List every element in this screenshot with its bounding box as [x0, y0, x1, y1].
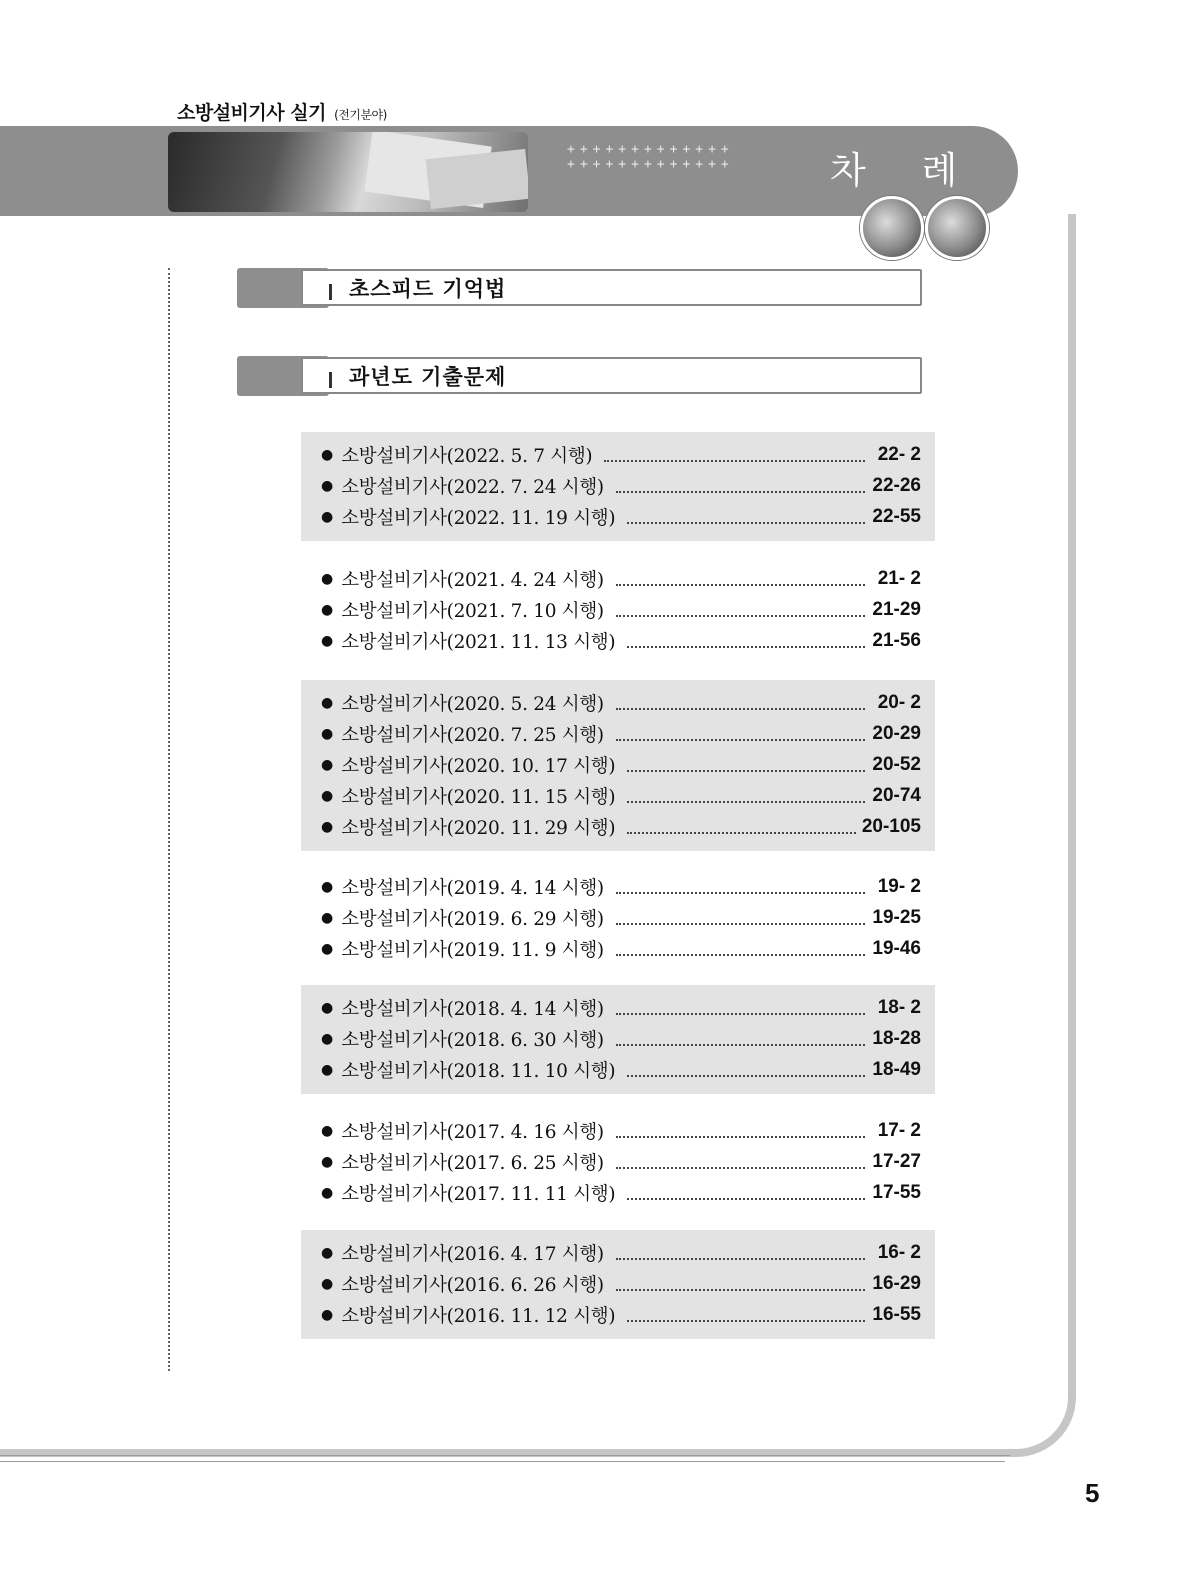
toc-entry-page: 17- 2: [877, 1120, 921, 1141]
toc-entry-label: 소방설비기사(2021. 4. 24 시행): [341, 570, 604, 591]
toc-entry-page: 16-55: [872, 1304, 921, 1325]
margin-dotted-line: [168, 268, 170, 1371]
banner-pattern-top: +++++++++++++: [567, 142, 734, 157]
banner-photo: [168, 132, 528, 212]
bullet-icon: ●: [321, 879, 334, 895]
toc-entry[interactable]: [321, 903, 921, 933]
leader-dots: [616, 696, 865, 710]
toc-entry-page: 20-74: [872, 785, 921, 806]
toc-entry-page: 22-26: [872, 475, 921, 496]
leader-dots: [627, 789, 865, 803]
bullet-icon: ●: [321, 1000, 334, 1016]
toc-entry-page: 17-27: [872, 1151, 921, 1172]
book-title-sub: (전기분야): [334, 108, 387, 122]
toc-entry-page: 22- 2: [877, 444, 921, 465]
bullet-icon: ●: [321, 941, 334, 957]
toc-entry[interactable]: [321, 719, 921, 749]
leader-dots: [616, 911, 865, 925]
toc-entry-label: 소방설비기사(2018. 6. 30 시행): [341, 1030, 604, 1051]
toc-entry[interactable]: [321, 1300, 921, 1330]
toc-group: [301, 432, 935, 541]
leader-dots: [616, 1001, 865, 1015]
bullet-icon: ●: [321, 1154, 334, 1170]
toc-entry-label: 소방설비기사(2020. 7. 25 시행): [341, 725, 604, 746]
leader-dots: [616, 727, 865, 741]
toc-group: [301, 1108, 935, 1217]
toc-entry-page: 18- 2: [877, 997, 921, 1018]
toc-entry-label: 소방설비기사(2016. 6. 26 시행): [341, 1275, 604, 1296]
bullet-icon: ●: [321, 1276, 334, 1292]
toc-entry-label: 소방설비기사(2020. 11. 15 시행): [341, 787, 616, 808]
leader-dots: [616, 942, 865, 956]
section-marker: [329, 372, 332, 388]
toc-entry-page: 20- 2: [877, 692, 921, 713]
toc-entry[interactable]: [321, 1116, 921, 1146]
toc-entry[interactable]: [321, 781, 921, 811]
leader-dots: [616, 1032, 865, 1046]
leader-dots: [616, 1124, 865, 1138]
leader-dots: [627, 820, 856, 834]
banner-pattern-bottom: +++++++++++++: [567, 157, 734, 172]
toc-entry-label: 소방설비기사(2019. 11. 9 시행): [341, 940, 604, 961]
toc-entry[interactable]: [321, 471, 921, 501]
bullet-icon: ●: [321, 571, 334, 587]
leader-dots: [604, 448, 865, 462]
toc-entry-label: 소방설비기사(2018. 4. 14 시행): [341, 999, 604, 1020]
bullet-icon: ●: [321, 726, 334, 742]
leader-dots: [627, 1308, 865, 1322]
bullet-icon: ●: [321, 1185, 334, 1201]
leader-dots: [627, 758, 865, 772]
toc-entry-label: 소방설비기사(2021. 7. 10 시행): [341, 601, 604, 622]
toc-entry[interactable]: [321, 688, 921, 718]
bullet-icon: ●: [321, 757, 334, 773]
toc-entry-label: 소방설비기사(2020. 5. 24 시행): [341, 694, 604, 715]
toc-entry[interactable]: [321, 750, 921, 780]
toc-entry[interactable]: [321, 993, 921, 1023]
leader-dots: [627, 510, 865, 524]
leader-dots: [616, 603, 865, 617]
toc-entry-label: 소방설비기사(2017. 11. 11 시행): [341, 1184, 616, 1205]
toc-entry[interactable]: [321, 872, 921, 902]
frame-rule-1: [0, 1455, 1010, 1456]
leader-dots: [627, 1186, 865, 1200]
bullet-icon: ●: [321, 819, 334, 835]
section-label: 초스피드 기억법: [349, 277, 507, 301]
bullet-icon: ●: [321, 447, 334, 463]
bullet-icon: ●: [321, 602, 334, 618]
toc-entry[interactable]: [321, 1238, 921, 1268]
toc-entry-page: 19-46: [872, 938, 921, 959]
toc-entry-page: 21-29: [872, 599, 921, 620]
bullet-icon: ●: [321, 1307, 334, 1323]
toc-entry-page: 19-25: [872, 907, 921, 928]
toc-entry[interactable]: [321, 812, 921, 842]
leader-dots: [627, 634, 865, 648]
toc-entry[interactable]: [321, 502, 921, 532]
frame-rule-2: [0, 1461, 1005, 1462]
leader-dots: [627, 1063, 865, 1077]
toc-entry-page: 22-55: [872, 506, 921, 527]
toc-entry-page: 18-49: [872, 1059, 921, 1080]
toc-entry[interactable]: [321, 595, 921, 625]
toc-entry-label: 소방설비기사(2022. 7. 24 시행): [341, 477, 604, 498]
toc-entry-page: 20-29: [872, 723, 921, 744]
leader-dots: [616, 479, 865, 493]
toc-entry-label: 소방설비기사(2020. 10. 17 시행): [341, 756, 616, 777]
toc-entry-label: 소방설비기사(2021. 11. 13 시행): [341, 632, 616, 653]
toc-entry-label: 소방설비기사(2020. 11. 29 시행): [341, 818, 616, 839]
bullet-icon: ●: [321, 1123, 334, 1139]
bullet-icon: ●: [321, 910, 334, 926]
toc-entry[interactable]: [321, 934, 921, 964]
toc-entry-label: 소방설비기사(2019. 4. 14 시행): [341, 878, 604, 899]
toc-group: [301, 1230, 935, 1339]
toc-entry-label: 소방설비기사(2019. 6. 29 시행): [341, 909, 604, 930]
toc-entry-label: 소방설비기사(2016. 11. 12 시행): [341, 1306, 616, 1327]
toc-entry-page: 18-28: [872, 1028, 921, 1049]
bullet-icon: ●: [321, 788, 334, 804]
page-number: 5: [1085, 1478, 1100, 1508]
toc-entry-label: 소방설비기사(2018. 11. 10 시행): [341, 1061, 616, 1082]
toc-entry-label: 소방설비기사(2017. 4. 16 시행): [341, 1122, 604, 1143]
leader-dots: [616, 1246, 865, 1260]
toc-entry-page: 21- 2: [877, 568, 921, 589]
page-title: 차 례: [830, 149, 980, 192]
toc-group: [301, 556, 935, 665]
section-label: 과년도 기출문제: [349, 365, 507, 389]
toc-group: [301, 680, 935, 851]
toc-entry[interactable]: [321, 1147, 921, 1177]
toc-entry-label: 소방설비기사(2017. 6. 25 시행): [341, 1153, 604, 1174]
book-title-main: 소방설비기사 실기: [177, 102, 326, 124]
toc-entry-page: 20-52: [872, 754, 921, 775]
toc-entry-page: 16-29: [872, 1273, 921, 1294]
toc-entry-page: 21-56: [872, 630, 921, 651]
toc-entry-label: 소방설비기사(2016. 4. 17 시행): [341, 1244, 604, 1265]
toc-entry-page: 16- 2: [877, 1242, 921, 1263]
toc-entry-page: 20-105: [861, 816, 921, 837]
toc-entry[interactable]: [321, 1055, 921, 1085]
toc-entry[interactable]: [321, 1024, 921, 1054]
section-past-exams[interactable]: [237, 356, 922, 394]
toc-group: [301, 864, 935, 973]
bullet-icon: ●: [321, 1031, 334, 1047]
section-marker: [329, 284, 332, 300]
photo-paper-2: [426, 149, 528, 209]
toc-entry-label: 소방설비기사(2022. 5. 7 시행): [341, 446, 593, 467]
leader-dots: [616, 1155, 865, 1169]
leader-dots: [616, 880, 865, 894]
toc-group: [301, 985, 935, 1094]
toc-entry[interactable]: [321, 564, 921, 594]
bullet-icon: ●: [321, 695, 334, 711]
toc-entry-label: 소방설비기사(2022. 11. 19 시행): [341, 508, 616, 529]
toc-entry-page: 19- 2: [877, 876, 921, 897]
toc-entry-page: 17-55: [872, 1182, 921, 1203]
toc-entry[interactable]: [321, 1269, 921, 1299]
bullet-icon: ●: [321, 1062, 334, 1078]
bullet-icon: ●: [321, 633, 334, 649]
bullet-icon: ●: [321, 509, 334, 525]
bullet-icon: ●: [321, 478, 334, 494]
toc-entry[interactable]: [321, 440, 921, 470]
section-speed-memory[interactable]: [237, 268, 922, 306]
bullet-icon: ●: [321, 1245, 334, 1261]
book-title: [177, 98, 387, 125]
leader-dots: [616, 1277, 865, 1291]
leader-dots: [616, 572, 865, 586]
toc-entry[interactable]: [321, 1178, 921, 1208]
toc-entry[interactable]: [321, 626, 921, 656]
